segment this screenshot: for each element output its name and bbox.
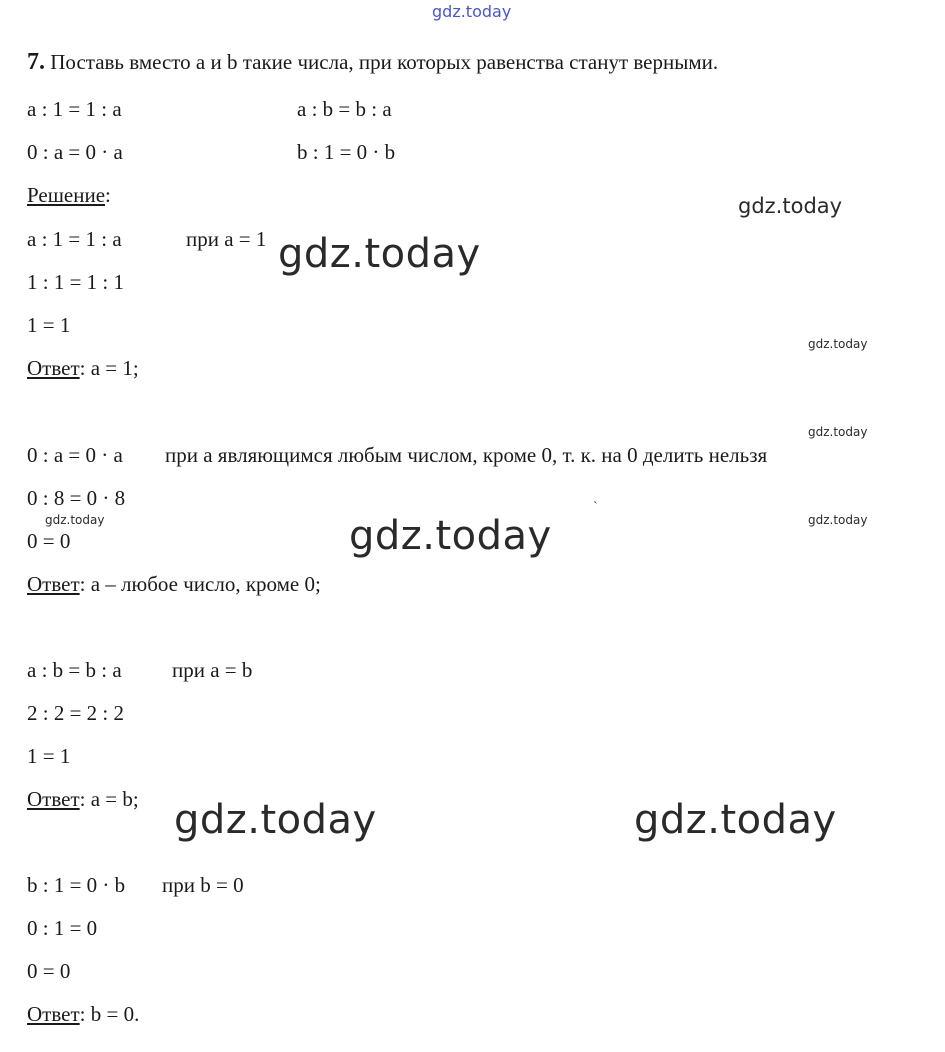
block-2-condition: при a являющимся любым числом, кроме 0, т. к. на 0 делить нельзя (165, 443, 768, 467)
block-1-equation: a : 1 = 1 : a (27, 227, 122, 251)
watermark-small: gdz.today (808, 513, 868, 527)
watermark-large: gdz.today (174, 797, 377, 843)
block-4-answer (27, 1002, 139, 1026)
watermark-small: gdz.today (45, 513, 105, 527)
watermark-large: gdz.today (349, 513, 552, 559)
task-number: 7. (27, 49, 45, 75)
block-3-step-1: 2 : 2 = 2 : 2 (27, 701, 125, 725)
task-statement (27, 50, 718, 74)
answer-label: Ответ (27, 356, 80, 380)
block-4-equation: b : 1 = 0 · b (27, 873, 126, 897)
watermark-large: gdz.today (278, 231, 481, 277)
block-3-condition: при a = b (172, 658, 253, 682)
block-4-step-1: 0 : 1 = 0 (27, 916, 98, 940)
block-1-step-2: 1 = 1 (27, 313, 71, 337)
block-1-step-1: 1 : 1 = 1 : 1 (27, 270, 125, 294)
given-eq-3: 0 : a = 0 · a (27, 140, 123, 164)
block-3-answer-text: : a = b; (79, 787, 139, 811)
block-2-step-1: 0 : 8 = 0 · 8 (27, 486, 126, 510)
block-2-equation: 0 : a = 0 · a (27, 443, 123, 467)
watermark-top: gdz.today (432, 2, 512, 21)
block-2-step-2: 0 = 0 (27, 529, 71, 553)
scan-speck: ˋ (593, 500, 598, 515)
solution-colon: : (105, 183, 111, 207)
block-2-answer (27, 572, 321, 596)
solution-heading (27, 183, 111, 207)
block-4-answer-text: : b = 0. (79, 1002, 140, 1026)
block-1-answer-text: : a = 1; (79, 356, 139, 380)
watermark-medium: gdz.today (738, 194, 843, 218)
block-3-answer (27, 787, 139, 811)
solution-label: Решение (27, 183, 106, 207)
answer-label: Ответ (27, 787, 80, 811)
answer-label: Ответ (27, 1002, 80, 1026)
block-2-answer-text: : a – любое число, кроме 0; (79, 572, 321, 596)
watermark-small: gdz.today (808, 337, 868, 351)
block-3-equation: a : b = b : a (27, 658, 122, 682)
block-3-step-2: 1 = 1 (27, 744, 71, 768)
watermark-small: gdz.today (808, 425, 868, 439)
task-text: Поставь вместо a и b такие числа, при которых равенства станут верными. (50, 50, 719, 74)
block-4-step-2: 0 = 0 (27, 959, 71, 983)
given-eq-2: a : b = b : a (297, 97, 392, 121)
watermark-large: gdz.today (634, 797, 837, 843)
block-1-condition: при a = 1 (186, 227, 267, 251)
block-4-condition: при b = 0 (162, 873, 244, 897)
given-eq-1: a : 1 = 1 : a (27, 97, 122, 121)
given-eq-4: b : 1 = 0 · b (297, 140, 396, 164)
answer-label: Ответ (27, 572, 80, 596)
block-1-answer (27, 356, 139, 380)
